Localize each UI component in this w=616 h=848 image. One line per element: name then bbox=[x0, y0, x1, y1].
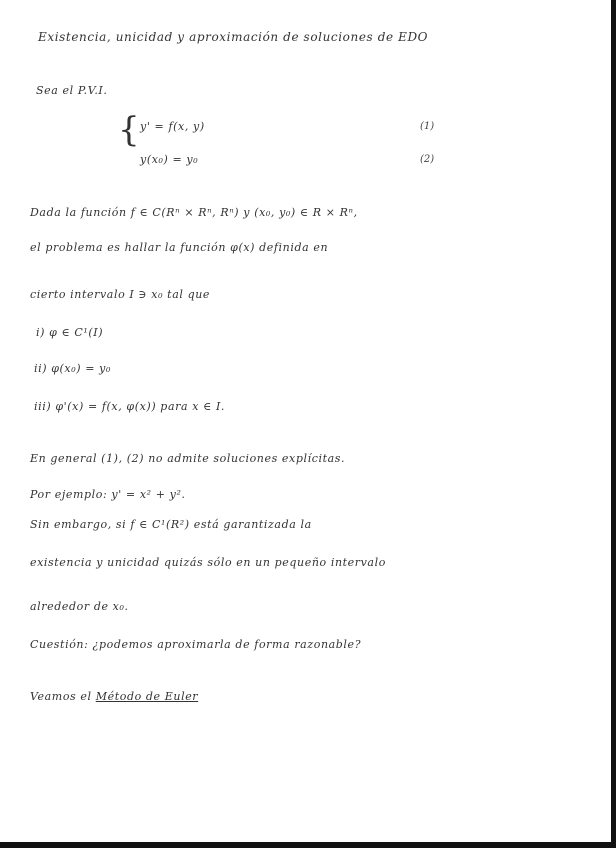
text-line-6: Sin embargo, si f ∈ C¹(R²) está garantizada la bbox=[30, 518, 312, 531]
scan-edge-bottom bbox=[0, 842, 616, 848]
equation-1: y' = f(x, y) bbox=[140, 120, 205, 133]
text-line-7: existencia y unicidad quizás sólo en un pequeño intervalo bbox=[30, 556, 386, 569]
equation-2-tag: (2) bbox=[420, 154, 435, 165]
text-line-2: el problema es hallar la función φ(x) definida en bbox=[30, 241, 329, 254]
condition-i: i) φ ∈ C¹(I) bbox=[36, 326, 104, 339]
condition-ii: ii) φ(x₀) = y₀ bbox=[34, 362, 111, 375]
system-brace: { bbox=[118, 110, 140, 150]
equation-1-tag: (1) bbox=[420, 121, 435, 132]
text-line-1: Dada la función f ∈ C(Rⁿ × Rⁿ, Rⁿ) y (x₀, y₀) ∈ R × Rⁿ, bbox=[30, 206, 358, 219]
text-line-9: Cuestión: ¿podemos aproximarla de forma razonable? bbox=[30, 638, 362, 651]
text-line-5: Por ejemplo: y' = x² + y². bbox=[30, 488, 186, 501]
method-euler-link: Método de Euler bbox=[95, 690, 199, 703]
condition-iii: iii) φ'(x) = f(x, φ(x)) para x ∈ I. bbox=[34, 400, 225, 413]
text-line-3: cierto intervalo I ∋ x₀ tal que bbox=[30, 288, 211, 301]
text-line-4: En general (1), (2) no admite soluciones explícitas. bbox=[30, 452, 346, 465]
text-line-10 bbox=[30, 690, 198, 703]
equation-2: y(x₀) = y₀ bbox=[140, 153, 199, 166]
text-line-10-prefix: Veamos el bbox=[30, 690, 92, 703]
intro-text: Sea el P.V.I. bbox=[36, 84, 108, 97]
page-title: Existencia, unicidad y aproximación de soluciones de EDO bbox=[38, 30, 429, 44]
text-line-8: alrededor de x₀. bbox=[30, 600, 129, 613]
scan-edge-right bbox=[611, 0, 616, 848]
